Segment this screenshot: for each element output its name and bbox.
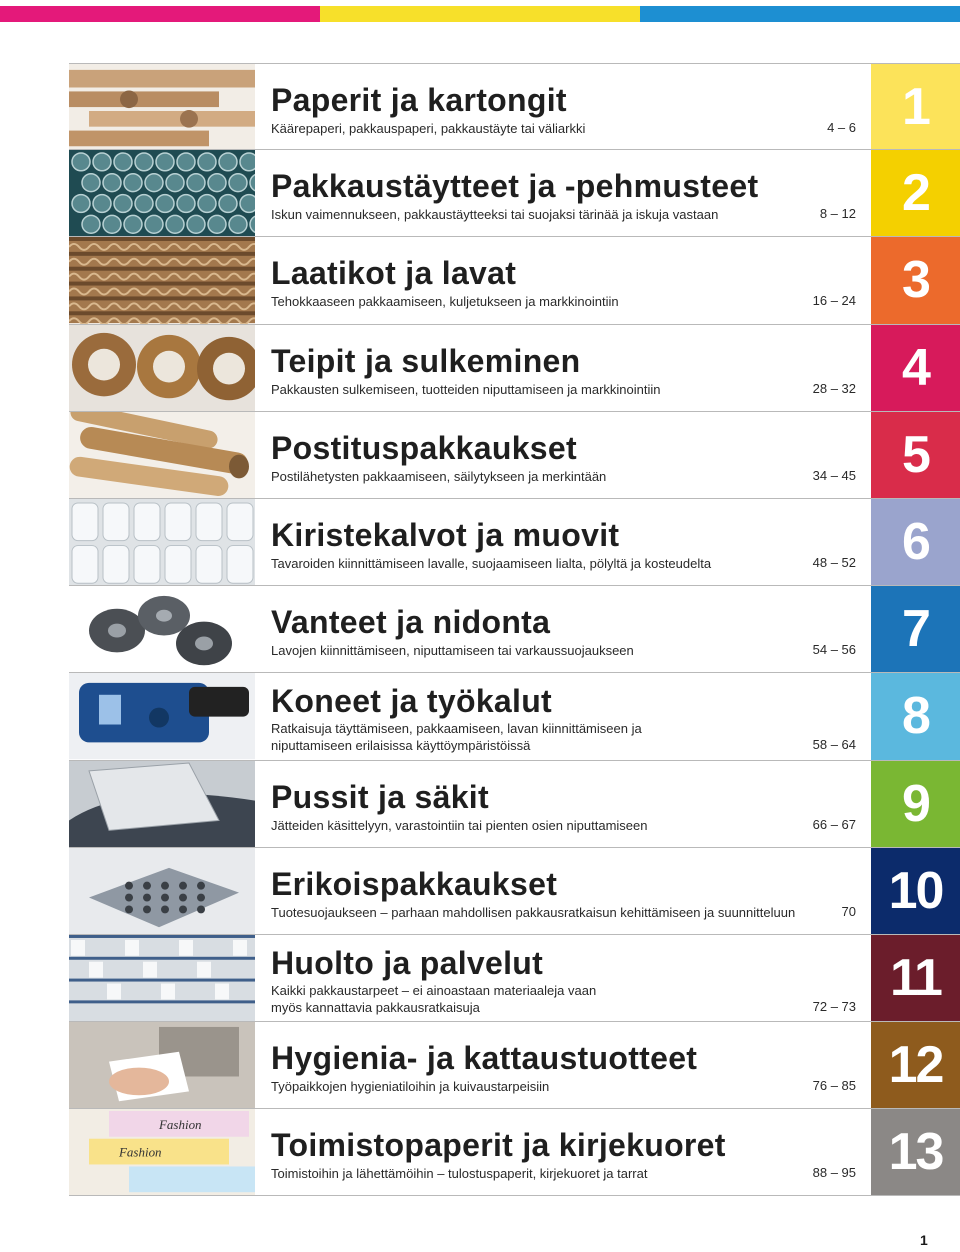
page-range: 66 – 67 [812,816,856,832]
strapping-tool-image [69,673,255,759]
toc-entry-text [271,1022,856,1108]
page-range: 34 – 45 [812,467,856,483]
section-description: Iskun vaimennukseen, pakkaustäytteeksi tai suojaksi tärinää ja iskuja vastaan [271,207,719,223]
section-description: Työpaikkojen hygieniatiloihin ja kuivaustarpeisiin [271,1079,550,1095]
toc-row[interactable] [69,325,960,412]
section-tab-number[interactable]: 1 [871,64,960,149]
toc-row[interactable] [69,1022,960,1109]
paper-rolls-image [69,64,255,149]
section-title: Postituspakkaukset [271,429,577,466]
section-description: Pakkausten sulkemiseen, tuotteiden niputtamiseen ja markkinointiin [271,381,661,397]
toc-entry-text [271,673,856,759]
section-description: Jätteiden käsittelyyn, varastointiin tai pienten osien niputtamiseen [271,817,648,833]
section-title: Hygienia- ja kattaustuotteet [271,1040,698,1077]
section-title: Koneet ja työkalut [271,683,553,720]
section-title: Pussit ja säkit [271,778,489,815]
toc-row[interactable] [69,848,960,935]
section-tab-number[interactable]: 12 [871,1022,960,1108]
toc-entry-text [271,848,856,934]
stretch-film-image [69,499,255,585]
toc-entry-text [271,761,856,847]
yellow-stripe [320,6,640,22]
section-description: Tuotesuojaukseen – parhaan mahdollisen pakkausratkaisun kehittämiseen ja suunnitteluun [271,904,796,920]
page-range: 28 – 32 [812,380,856,396]
toc-entry-text [271,499,856,585]
toc-entry-text [271,412,856,498]
page-range: 72 – 73 [812,998,856,1014]
toc-row[interactable] [69,935,960,1022]
warehouse-image [69,935,255,1021]
page-range: 54 – 56 [812,642,856,658]
section-tab-number[interactable]: 2 [871,150,960,236]
toc-entry-text [271,1109,856,1195]
section-tab-number[interactable]: 13 [871,1109,960,1195]
toc-row[interactable] [69,412,960,499]
bubble-wrap-image [69,150,255,236]
section-description: Tehokkaaseen pakkaamiseen, kuljetukseen ja markkinointiin [271,294,619,310]
section-description: Lavojen kiinnittämiseen, niputtamiseen tai varkaussuojaukseen [271,643,634,659]
svg-text:Fashion: Fashion [119,1144,162,1160]
magenta-stripe [0,6,320,22]
section-title: Huolto ja palvelut [271,944,544,981]
page-range: 4 – 6 [827,120,856,135]
section-description: Postilähetysten pakkaamiseen, säilytykseen ja merkintään [271,468,607,484]
page-range: 76 – 85 [812,1078,856,1094]
page-range: 88 – 95 [812,1165,856,1181]
section-tab-number[interactable]: 9 [871,761,960,847]
corrugated-cardboard-image [69,237,255,323]
toc-row[interactable] [69,150,960,237]
section-description: Toimistoihin ja lähettämöihin – tulostuspaperit, kirjekuoret ja tarrat [271,1166,648,1182]
toc-entry-text [271,935,856,1021]
section-description: Kaikki pakkaustarpeet – ei ainoastaan materiaaleja vaan [271,982,597,998]
page-range: 8 – 12 [819,206,856,222]
section-title: Laatikot ja lavat [271,255,517,292]
toc-entry-text [271,325,856,411]
special-packaging-image [69,848,255,934]
section-title: Vanteet ja nidonta [271,604,551,641]
toc-entry-text [271,237,856,323]
page-number: 1 [920,1232,928,1248]
section-tab-number[interactable]: 3 [871,237,960,323]
strapping-reels-image [69,586,255,672]
toc-entry-text [271,150,856,236]
section-tab-number[interactable]: 4 [871,325,960,411]
section-description: Tavaroiden kiinnittämiseen lavalle, suojaamiseen lialta, pölyltä ja kosteudelta [271,555,712,571]
section-description-line2: niputtamiseen erilaisissa käyttöympäristöissä [271,738,531,754]
page-range: 58 – 64 [812,737,856,753]
tape-rolls-image [69,325,255,411]
toc-row[interactable] [69,237,960,324]
section-description-line2: myös kannattavia pakkausratkaisuja [271,999,480,1015]
section-tab-number[interactable]: 11 [871,935,960,1021]
hand-towel-image [69,1022,255,1108]
page-range: 16 – 24 [812,293,856,309]
section-title: Erikoispakkaukset [271,865,558,902]
svg-text:Fashion: Fashion [159,1117,202,1133]
toc-row[interactable] [69,63,960,150]
section-tab-number[interactable]: 5 [871,412,960,498]
office-paper-image [69,1109,255,1195]
page-range: 48 – 52 [812,554,856,570]
section-tab-number[interactable]: 8 [871,673,960,759]
section-title: Paperit ja kartongit [271,82,567,118]
section-title: Pakkaustäytteet ja -pehmusteet [271,168,759,205]
toc-entry-text [271,64,856,149]
table-of-contents [69,63,960,1196]
top-color-bar [0,6,960,22]
section-title: Toimistopaperit ja kirjekuoret [271,1127,726,1164]
toc-row[interactable] [69,1109,960,1196]
toc-row[interactable] [69,586,960,673]
section-title: Teipit ja sulkeminen [271,342,581,379]
section-tab-number[interactable]: 10 [871,848,960,934]
toc-row[interactable] [69,499,960,586]
mailing-tubes-image [69,412,255,498]
section-title: Kiristekalvot ja muovit [271,516,620,553]
toc-row[interactable] [69,761,960,848]
toc-entry-text [271,586,856,672]
blue-stripe [640,6,960,22]
plastic-bags-image [69,761,255,847]
section-description: Käärepaperi, pakkauspaperi, pakkaustäyte tai väliarkki [271,121,586,136]
toc-row[interactable] [69,673,960,760]
page-range: 70 [841,903,856,919]
section-tab-number[interactable]: 7 [871,586,960,672]
section-tab-number[interactable]: 6 [871,499,960,585]
section-description: Ratkaisuja täyttämiseen, pakkaamiseen, lavan kiinnittämiseen ja [271,721,642,737]
